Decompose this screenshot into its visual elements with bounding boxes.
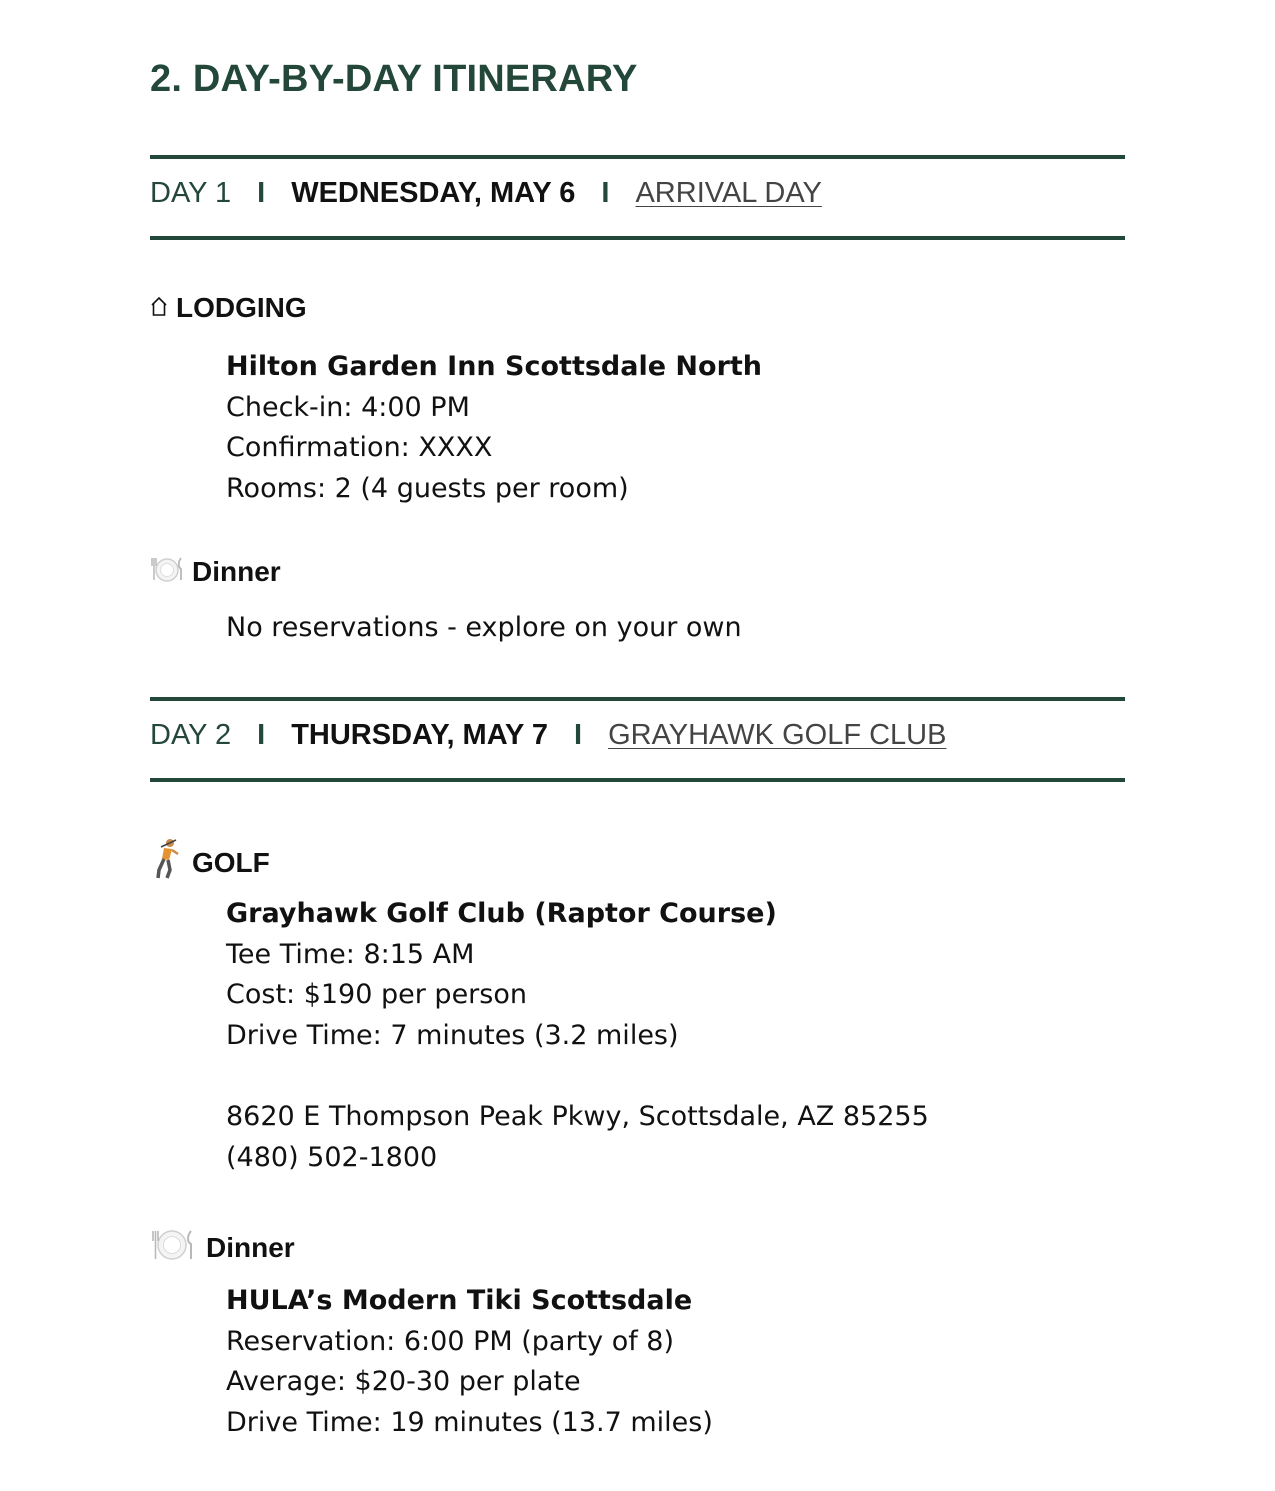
day-1-header: [150, 177, 1125, 210]
separator: I: [601, 177, 610, 209]
plate-icon: [150, 553, 184, 590]
golf-phone: (480) 502-1800: [226, 1141, 438, 1173]
golf-details: [226, 894, 777, 1056]
lodging-details: [226, 347, 762, 509]
dinner-details: [226, 1281, 713, 1443]
golf-course-name: Grayhawk Golf Club (Raptor Course): [226, 898, 777, 929]
lodging-heading: [150, 292, 307, 324]
day-date: THURSDAY, MAY 7: [291, 719, 548, 751]
golf-cost: Cost: $190 per person: [226, 979, 527, 1010]
separator: I: [257, 177, 266, 209]
day-description-link[interactable]: ARRIVAL DAY: [635, 177, 822, 209]
day-date: WEDNESDAY, MAY 6: [291, 177, 576, 209]
dinner-details: [226, 608, 742, 649]
golf-heading: [150, 838, 270, 887]
lodging-heading-label: LODGING: [176, 292, 307, 323]
dinner-note: No reservations - explore on your own: [226, 612, 742, 643]
plate-icon: [150, 1226, 194, 1269]
separator: I: [257, 719, 266, 751]
day-2-header: [150, 719, 1125, 752]
average-cost: Average: $20-30 per plate: [226, 1366, 581, 1397]
rooms-info: Rooms: 2 (4 guests per room): [226, 472, 629, 504]
checkin-time: Check-in: 4:00 PM: [226, 391, 470, 423]
tee-time: Tee Time: 8:15 AM: [226, 938, 475, 970]
dinner-heading-label: Dinner: [192, 555, 281, 587]
divider: [150, 155, 1125, 159]
hotel-name: Hilton Garden Inn Scottsdale North: [226, 351, 763, 382]
day-description-link[interactable]: GRAYHAWK GOLF CLUB: [608, 719, 947, 751]
dinner-drive-time: Drive Time: 19 minutes (13.7 miles): [226, 1406, 713, 1438]
page-title: 2. DAY-BY-DAY ITINERARY: [150, 58, 638, 100]
separator: I: [574, 719, 583, 751]
divider: [150, 778, 1125, 782]
golf-contact: [226, 1097, 929, 1178]
dinner-heading: [150, 553, 281, 590]
day-label: DAY 2: [150, 719, 232, 751]
reservation-time: Reservation: 6:00 PM (party of 8): [226, 1325, 675, 1357]
restaurant-name: HULA’s Modern Tiki Scottsdale: [226, 1285, 693, 1316]
dinner-heading: [150, 1226, 295, 1269]
house-icon: [150, 292, 168, 324]
divider: [150, 697, 1125, 701]
dinner-heading-label: Dinner: [206, 1231, 295, 1263]
golf-drive-time: Drive Time: 7 minutes (3.2 miles): [226, 1019, 679, 1051]
golf-address: 8620 E Thompson Peak Pkwy, Scottsdale, AZ 85255: [226, 1101, 929, 1132]
golf-heading-label: GOLF: [192, 846, 270, 878]
confirmation-number: Confirmation: XXXX: [226, 432, 493, 463]
divider: [150, 236, 1125, 240]
day-label: DAY 1: [150, 177, 232, 209]
golfer-icon: [150, 838, 184, 887]
